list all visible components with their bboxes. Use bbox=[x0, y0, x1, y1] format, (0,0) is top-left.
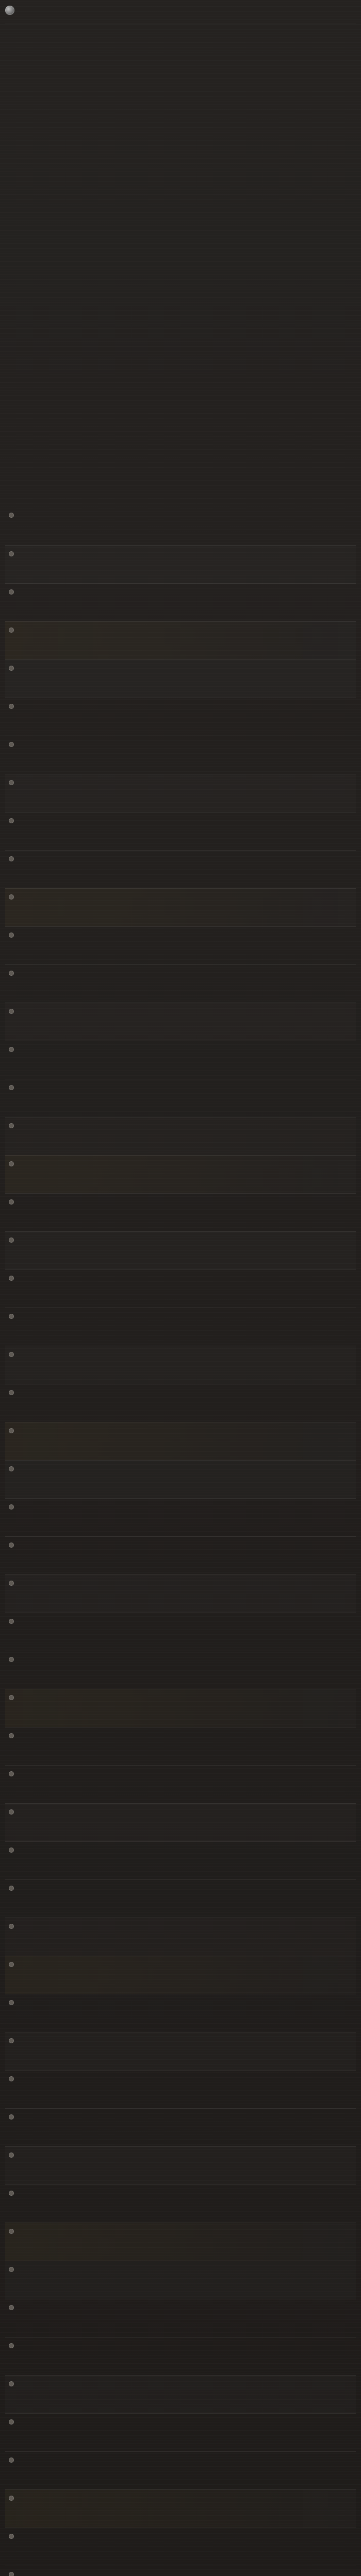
comment-line bbox=[19, 1922, 352, 1930]
comment-line bbox=[19, 1998, 352, 2007]
comment-line bbox=[19, 778, 352, 787]
comment bbox=[5, 1422, 356, 1460]
user-icon bbox=[9, 2343, 14, 2348]
comment-line bbox=[19, 1465, 352, 1473]
user-icon bbox=[9, 1733, 14, 1738]
comment bbox=[5, 2108, 356, 2146]
comment bbox=[5, 1193, 356, 1231]
comment-line bbox=[19, 1579, 352, 1587]
comment-line bbox=[19, 2037, 352, 2045]
comment-line bbox=[19, 1541, 352, 1549]
user-icon bbox=[9, 2038, 14, 2043]
comment bbox=[5, 1498, 356, 1536]
main-content bbox=[5, 18, 356, 2576]
comment-line bbox=[19, 1808, 352, 1816]
user-icon bbox=[9, 2572, 14, 2576]
user-icon bbox=[9, 1543, 14, 1548]
comment-line bbox=[19, 1312, 352, 1320]
comment bbox=[5, 2261, 356, 2299]
comment bbox=[5, 2223, 356, 2261]
comment bbox=[5, 850, 356, 888]
intro-text bbox=[5, 18, 356, 507]
comment-line bbox=[19, 2570, 352, 2576]
comment-line bbox=[19, 664, 352, 672]
comment bbox=[5, 1079, 356, 1117]
user-icon bbox=[9, 628, 14, 633]
comment-line bbox=[19, 2265, 352, 2274]
comment bbox=[5, 1994, 356, 2032]
comment-line bbox=[19, 588, 352, 596]
user-icon bbox=[9, 2305, 14, 2310]
comment bbox=[5, 1727, 356, 1765]
comment-line bbox=[19, 702, 352, 710]
comment bbox=[5, 2337, 356, 2375]
user-icon bbox=[9, 818, 14, 823]
user-icon bbox=[9, 2229, 14, 2234]
comment-line bbox=[19, 2342, 352, 2350]
comment bbox=[5, 1155, 356, 1193]
comment bbox=[5, 545, 356, 583]
user-icon bbox=[9, 1886, 14, 1891]
comment bbox=[5, 1918, 356, 1956]
page-header bbox=[0, 0, 361, 18]
comment bbox=[5, 736, 356, 774]
comment-line bbox=[19, 2227, 352, 2235]
user-icon bbox=[9, 1581, 14, 1586]
comment-line bbox=[19, 1732, 352, 1740]
user-icon bbox=[9, 2076, 14, 2081]
user-icon bbox=[9, 933, 14, 938]
comment bbox=[5, 2489, 356, 2528]
user-icon bbox=[9, 1809, 14, 1815]
comment bbox=[5, 2566, 356, 2576]
user-icon bbox=[9, 1848, 14, 1853]
user-icon bbox=[9, 1924, 14, 1929]
comment-line bbox=[19, 626, 352, 634]
user-icon bbox=[9, 2153, 14, 2158]
user-icon bbox=[9, 1352, 14, 1357]
user-icon bbox=[9, 666, 14, 671]
user-icon bbox=[9, 2267, 14, 2272]
comment bbox=[5, 812, 356, 850]
comment-line bbox=[19, 1007, 352, 1015]
comment-line bbox=[19, 2075, 352, 2083]
comment-line bbox=[19, 1846, 352, 1854]
comment-list bbox=[5, 507, 356, 2576]
comment bbox=[5, 1269, 356, 1308]
comment bbox=[5, 1803, 356, 1841]
comment-line bbox=[19, 740, 352, 749]
user-icon bbox=[9, 1085, 14, 1090]
user-icon bbox=[9, 2381, 14, 2386]
comment bbox=[5, 1841, 356, 1879]
user-icon bbox=[9, 1314, 14, 1319]
comment bbox=[5, 1308, 356, 1346]
user-icon bbox=[9, 1009, 14, 1014]
comment bbox=[5, 1460, 356, 1498]
comment bbox=[5, 2146, 356, 2184]
user-icon bbox=[9, 1390, 14, 1395]
comment bbox=[5, 926, 356, 964]
user-icon bbox=[9, 1161, 14, 1166]
comment bbox=[5, 698, 356, 736]
comment-line bbox=[19, 2113, 352, 2121]
comment-line bbox=[19, 1350, 352, 1359]
comment bbox=[5, 2451, 356, 2489]
comment bbox=[5, 2299, 356, 2337]
comment bbox=[5, 621, 356, 659]
comment-line bbox=[19, 1274, 352, 1282]
comment bbox=[5, 1613, 356, 1651]
comment-line bbox=[19, 931, 352, 939]
user-icon bbox=[9, 513, 14, 518]
user-icon bbox=[9, 856, 14, 861]
user-icon bbox=[9, 2000, 14, 2005]
comment-line bbox=[19, 893, 352, 901]
comment-line bbox=[19, 1083, 352, 1092]
comment-line bbox=[19, 1503, 352, 1511]
comment bbox=[5, 1879, 356, 1918]
comment-line bbox=[19, 2456, 352, 2464]
comment bbox=[5, 1041, 356, 1079]
comment bbox=[5, 2032, 356, 2070]
user-icon bbox=[9, 551, 14, 556]
comment-line bbox=[19, 1198, 352, 1206]
comment bbox=[5, 1384, 356, 1422]
comment-line bbox=[19, 1236, 352, 1244]
user-icon bbox=[9, 1695, 14, 1700]
comment-line bbox=[19, 1960, 352, 1969]
comment-line bbox=[19, 1884, 352, 1892]
comment-line bbox=[19, 1617, 352, 1625]
comment bbox=[5, 1346, 356, 1384]
user-icon bbox=[9, 1123, 14, 1128]
comment bbox=[5, 1689, 356, 1727]
comment-line bbox=[19, 2189, 352, 2197]
comment bbox=[5, 1231, 356, 1269]
comment bbox=[5, 1651, 356, 1689]
user-icon bbox=[9, 2534, 14, 2539]
user-icon bbox=[9, 2419, 14, 2425]
comment bbox=[5, 1536, 356, 1574]
comment-line bbox=[19, 511, 352, 519]
user-icon bbox=[9, 589, 14, 595]
comment bbox=[5, 1117, 356, 1155]
comment-line bbox=[19, 1388, 352, 1397]
comment-line bbox=[19, 2494, 352, 2502]
comment bbox=[5, 1765, 356, 1803]
user-icon bbox=[9, 1619, 14, 1624]
comment-line bbox=[19, 550, 352, 558]
comment-line bbox=[19, 2532, 352, 2540]
comment-line bbox=[19, 2380, 352, 2388]
comment bbox=[5, 888, 356, 926]
user-icon bbox=[9, 894, 14, 900]
comment bbox=[5, 1003, 356, 1041]
comment-line bbox=[19, 1122, 352, 1130]
comment-line bbox=[19, 1160, 352, 1168]
comment bbox=[5, 2070, 356, 2108]
comment-line bbox=[19, 817, 352, 825]
user-icon bbox=[9, 1504, 14, 1510]
comment-line bbox=[19, 1693, 352, 1702]
comment bbox=[5, 964, 356, 1003]
user-icon bbox=[9, 1771, 14, 1776]
comment-line bbox=[19, 2418, 352, 2426]
comment bbox=[5, 2528, 356, 2566]
comment bbox=[5, 2375, 356, 2413]
comment bbox=[5, 659, 356, 698]
user-icon bbox=[9, 780, 14, 785]
user-icon bbox=[9, 1238, 14, 1243]
user-icon bbox=[9, 704, 14, 709]
comment bbox=[5, 583, 356, 621]
user-icon bbox=[9, 2191, 14, 2196]
user-icon bbox=[9, 2114, 14, 2120]
comment bbox=[5, 507, 356, 545]
user-icon bbox=[9, 2496, 14, 2501]
user-icon bbox=[9, 1276, 14, 1281]
comment-line bbox=[19, 1427, 352, 1435]
comment-line bbox=[19, 969, 352, 977]
comment bbox=[5, 1574, 356, 1613]
comment-line bbox=[19, 1045, 352, 1054]
comment-line bbox=[19, 1655, 352, 1664]
comment-line bbox=[19, 1770, 352, 1778]
user-icon bbox=[9, 742, 14, 747]
user-icon bbox=[9, 1047, 14, 1052]
user-icon bbox=[9, 1466, 14, 1471]
comment bbox=[5, 1956, 356, 1994]
user-icon bbox=[9, 2458, 14, 2463]
user-icon bbox=[9, 1428, 14, 1433]
comment-line bbox=[19, 855, 352, 863]
avatar bbox=[5, 6, 14, 15]
comment bbox=[5, 774, 356, 812]
comment bbox=[5, 2184, 356, 2223]
user-icon bbox=[9, 1962, 14, 1967]
comment-line bbox=[19, 2303, 352, 2312]
user-icon bbox=[9, 1657, 14, 1662]
comment bbox=[5, 2413, 356, 2451]
comment-line bbox=[19, 2151, 352, 2159]
user-icon bbox=[9, 1199, 14, 1205]
user-icon bbox=[9, 971, 14, 976]
